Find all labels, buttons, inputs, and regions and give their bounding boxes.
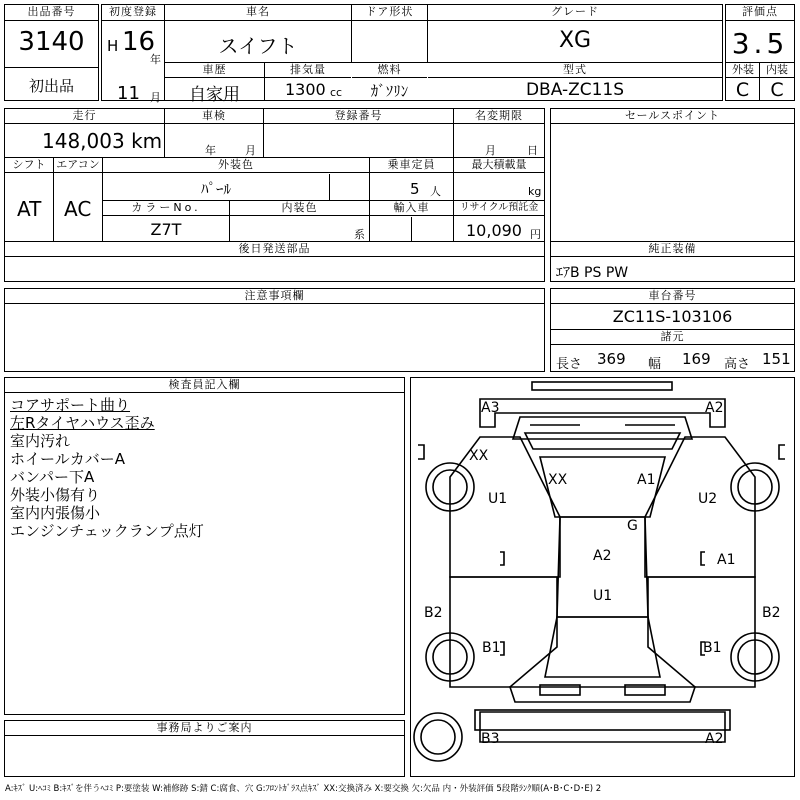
inspection-year-unit: 年 [205,144,216,157]
max-load-label: 最大積載量 [454,158,544,173]
displacement-label: 排気量 [265,63,351,78]
car-name: スイフト [218,34,298,58]
damage-mark: U1 [593,588,613,604]
damage-mark: A2 [705,731,724,747]
inspector-item: コアサポート曲り [10,396,131,414]
inspector-list [10,396,204,540]
exterior-color: ﾊﾟｰﾙ [200,180,231,198]
model: DBA-ZC11S [525,80,625,100]
inspector-label: 検査員記入欄 [5,378,404,393]
first-registration-box [101,4,165,104]
office-label: 事務局よりご案内 [5,721,404,736]
score-label: 評価点 [726,5,794,21]
first-reg-label: 初度登録 [102,5,164,21]
width-label: 幅 [648,357,662,372]
inspector-item: バンパー下A [10,468,95,486]
car-diagram [410,377,795,777]
damage-mark: B2 [762,605,781,621]
inspector-item: エンジンチェックランプ点灯 [10,522,204,540]
damage-mark: B2 [424,605,443,621]
width: 169 [682,350,711,368]
damage-mark: XX [548,472,568,488]
grade-label: グレード [428,5,722,21]
capacity-label: 乗車定員 [370,158,453,173]
height: 151 [762,350,791,368]
damage-mark: U2 [698,491,718,507]
displacement: 1300 [285,80,326,99]
damage-mark: B1 [703,640,722,656]
shift: AT [17,197,42,221]
lot-number: 3140 [18,27,85,57]
legend: A:ｷｽﾞ U:ﾍｺﾐ B:ｷｽﾞを伴うﾍｺﾐ P:要塗装 W:補修跡 S:錆 C:腐食、穴 G:ﾌﾛﾝﾄｶﾞﾗｽ点ｷｽﾞ XX:交換済み X:要交換 欠:欠品 内・外装評価 5段階ﾗﾝｸ順(A･B･C･D･E) 2 [5,784,602,794]
equipment-label: 純正装備 [551,242,794,257]
damage-mark: B3 [481,731,500,747]
length-label: 長さ [556,357,583,372]
aircon-label: エアコン [54,158,102,173]
grade: XG [558,28,592,53]
notes-label: 注意事項欄 [5,289,544,304]
damage-mark: B1 [482,640,501,656]
mileage: 148,003 km [42,129,163,153]
name-change-day-unit: 日 [527,144,538,157]
recycle-unit: 円 [530,228,541,241]
height-label: 高さ [724,357,751,372]
name-change-month-unit: 月 [485,144,496,157]
damage-mark: A1 [717,552,736,568]
inspector-item: 室内内張傷小 [10,504,101,522]
color-no-label: カラーNo. [103,201,229,216]
shift-label: シフト [5,158,53,173]
lot-number-box [4,4,99,101]
inspector-item: 外装小傷有り [10,486,101,504]
mileage-label: 走行 [5,109,164,124]
first-entry-label: 初出品 [28,77,74,95]
max-load-unit: kg [528,185,542,198]
car-name-label: 車名 [165,5,351,21]
model-label: 型式 [428,63,722,78]
damage-mark: A2 [705,400,724,416]
exterior-grade-label: 外装 [726,63,760,78]
history: 自家用 [189,85,240,105]
reg-year: 16 [122,27,156,57]
interior-color-label: 内装色 [230,201,369,216]
import-label: 輸入車 [370,201,453,216]
exterior-color-label: 外装色 [103,158,369,173]
inspector-item: ホイールカバーA [10,450,125,468]
interior-grade-label: 内装 [760,63,794,78]
sales-points-label: セールスポイント [551,109,794,124]
inspection-month-unit: 月 [245,144,256,157]
door-label: ドア形状 [352,5,427,21]
chassis-label: 車台番号 [551,289,794,304]
name-change-label: 名変期限 [454,109,544,124]
exterior-grade: C [735,79,750,101]
fuel: ｶﾞｿﾘﾝ [370,82,409,100]
damage-mark: A2 [593,548,612,564]
inspection-label: 車検 [165,109,263,124]
recycle-label: リサイクル預託金 [454,201,544,216]
interior-grade: C [770,79,784,101]
displacement-unit: cc [330,86,343,99]
interior-color-unit: 系 [354,228,365,241]
registration-label: 登録番号 [264,109,453,124]
recycle-fee: 10,090 [466,221,522,240]
damage-mark: G [627,518,638,534]
fuel-label: 燃料 [352,63,427,78]
era: H [107,37,119,55]
aircon: AC [64,197,92,221]
damage-mark: A1 [637,472,656,488]
damage-mark: XX [469,448,489,464]
history-label: 車歴 [165,63,264,78]
year-unit: 年 [150,53,161,66]
month-unit: 月 [150,91,161,104]
later-parts-label: 後日発送部品 [5,242,544,257]
dims-label: 諸元 [551,330,794,345]
lot-number-label: 出品番号 [5,5,98,21]
inspector-item: 室内汚れ [10,432,71,450]
damage-mark: U1 [488,491,508,507]
inspector-item: 左Rタイヤハウス歪み [10,414,155,432]
chassis-number: ZC11S-103106 [612,307,733,326]
equipment-value: ｴｱB PS PW [556,265,629,281]
length: 369 [597,350,626,368]
damage-mark: A3 [481,400,500,416]
capacity: 5 [410,180,420,198]
reg-month: 11 [117,83,140,104]
score-box [725,4,795,101]
score: 3.5 [731,27,789,60]
color-no: Z7T [150,220,182,239]
capacity-unit: 人 [430,185,441,198]
